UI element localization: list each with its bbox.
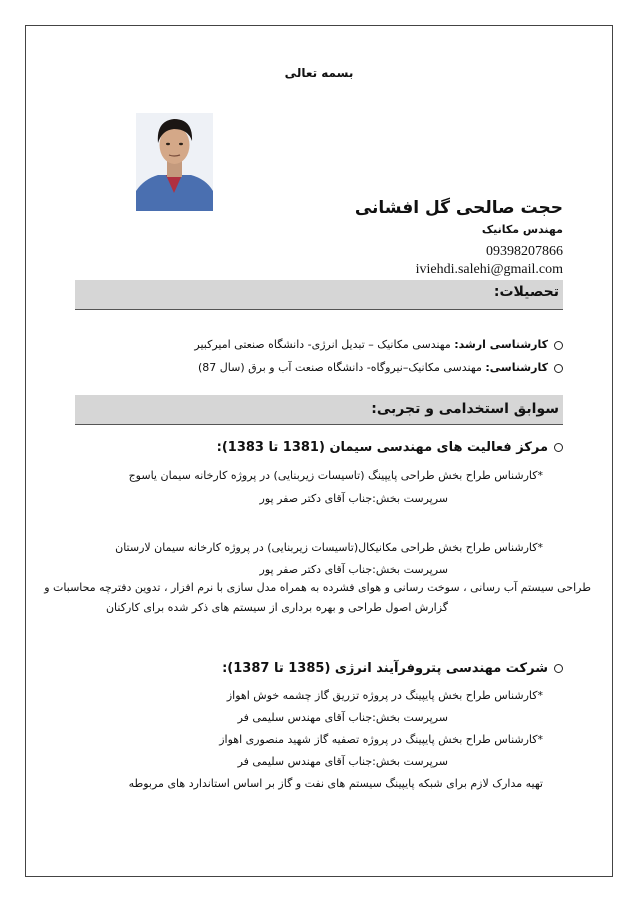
org1-line-1: *کارشناس طراح بخش طراحی پایپینگ (تاسیسات زیربنایی) در پروژه کارخانه سیمان یاسوج bbox=[128, 469, 543, 482]
job-title: مهندس مکانیک bbox=[481, 223, 563, 236]
org2-line-3: *کارشناس طراح بخش پایپینگ در پروژه تصفیه گاز شهید منصوری اهواز bbox=[219, 733, 543, 746]
phone-number: 09398207866 bbox=[486, 244, 563, 259]
org-heading-1 bbox=[217, 440, 563, 455]
degree-label: کارشناسی ارشد: bbox=[454, 338, 548, 351]
degree-detail: مهندسی مکانیک – تبدیل انرژی- دانشگاه صنعتی امیرکبیر bbox=[194, 338, 455, 351]
degree-detail: مهندسی مکانیک–نیروگاه- دانشگاه صنعت آب و برق (سال 87) bbox=[197, 361, 486, 374]
org-name: شرکت مهندسی پتروفرآیند انرژی (1385 تا 1387): bbox=[222, 661, 548, 676]
ring-bullet-icon bbox=[554, 664, 563, 673]
org1-line-4: سرپرست بخش:جناب آقای دکتر صفر پور bbox=[259, 563, 448, 576]
experience-heading: سوابق استخدامی و تجربی: bbox=[371, 401, 559, 417]
experience-section-header bbox=[75, 395, 563, 425]
org-name: مرکز فعالیت های مهندسی سیمان (1381 تا 1383): bbox=[216, 440, 548, 455]
org2-line-5: تهیه مدارک لازم برای شبکه پایپینگ سیستم های نفت و گاز بر اساس استاندارد های مربوطه bbox=[128, 777, 543, 790]
email-address[interactable]: iviehdi.salehi@gmail.com bbox=[415, 262, 563, 277]
ring-bullet-icon bbox=[554, 341, 563, 350]
org2-line-2: سرپرست بخش:جناب آقای مهندس سلیمی فر bbox=[237, 711, 448, 724]
education-item bbox=[194, 338, 563, 351]
profile-photo bbox=[136, 113, 213, 211]
org1-line-5: طراحی سیستم آب رسانی ، سوخت رسانی و هوای فشرده به همراه مدل سازی با نرم افزار ، تدوین دفترچه محاسبات و bbox=[44, 581, 591, 594]
org1-line-2: سرپرست بخش:جناب آقای دکتر صفر پور bbox=[259, 492, 448, 505]
org2-line-1: *کارشناس طراح بخش پایپینگ در پروژه تزریق گاز چشمه خوش اهواز bbox=[226, 689, 543, 702]
org1-line-3: *کارشناس طراح بخش طراحی مکانیکال(تاسیسات زیربنایی) در پروژه کارخانه سیمان لارستان bbox=[115, 541, 543, 554]
education-section-header bbox=[75, 280, 563, 310]
ring-bullet-icon bbox=[554, 364, 563, 373]
degree-label: کارشناسی: bbox=[485, 361, 548, 374]
person-name: حجت صالحی گل افشانی bbox=[354, 198, 563, 218]
org1-line-6: گزارش اصول طراحی و بهره برداری از سیستم های ذکر شده برای کارکنان bbox=[105, 601, 448, 614]
education-heading: تحصیلات: bbox=[493, 284, 559, 300]
org2-line-4: سرپرست بخش:جناب آقای مهندس سلیمی فر bbox=[237, 755, 448, 768]
ring-bullet-icon bbox=[554, 443, 563, 452]
education-item bbox=[198, 361, 563, 374]
org-heading-2 bbox=[222, 661, 563, 676]
bismillah-heading: بسمه تعالی bbox=[284, 66, 354, 80]
